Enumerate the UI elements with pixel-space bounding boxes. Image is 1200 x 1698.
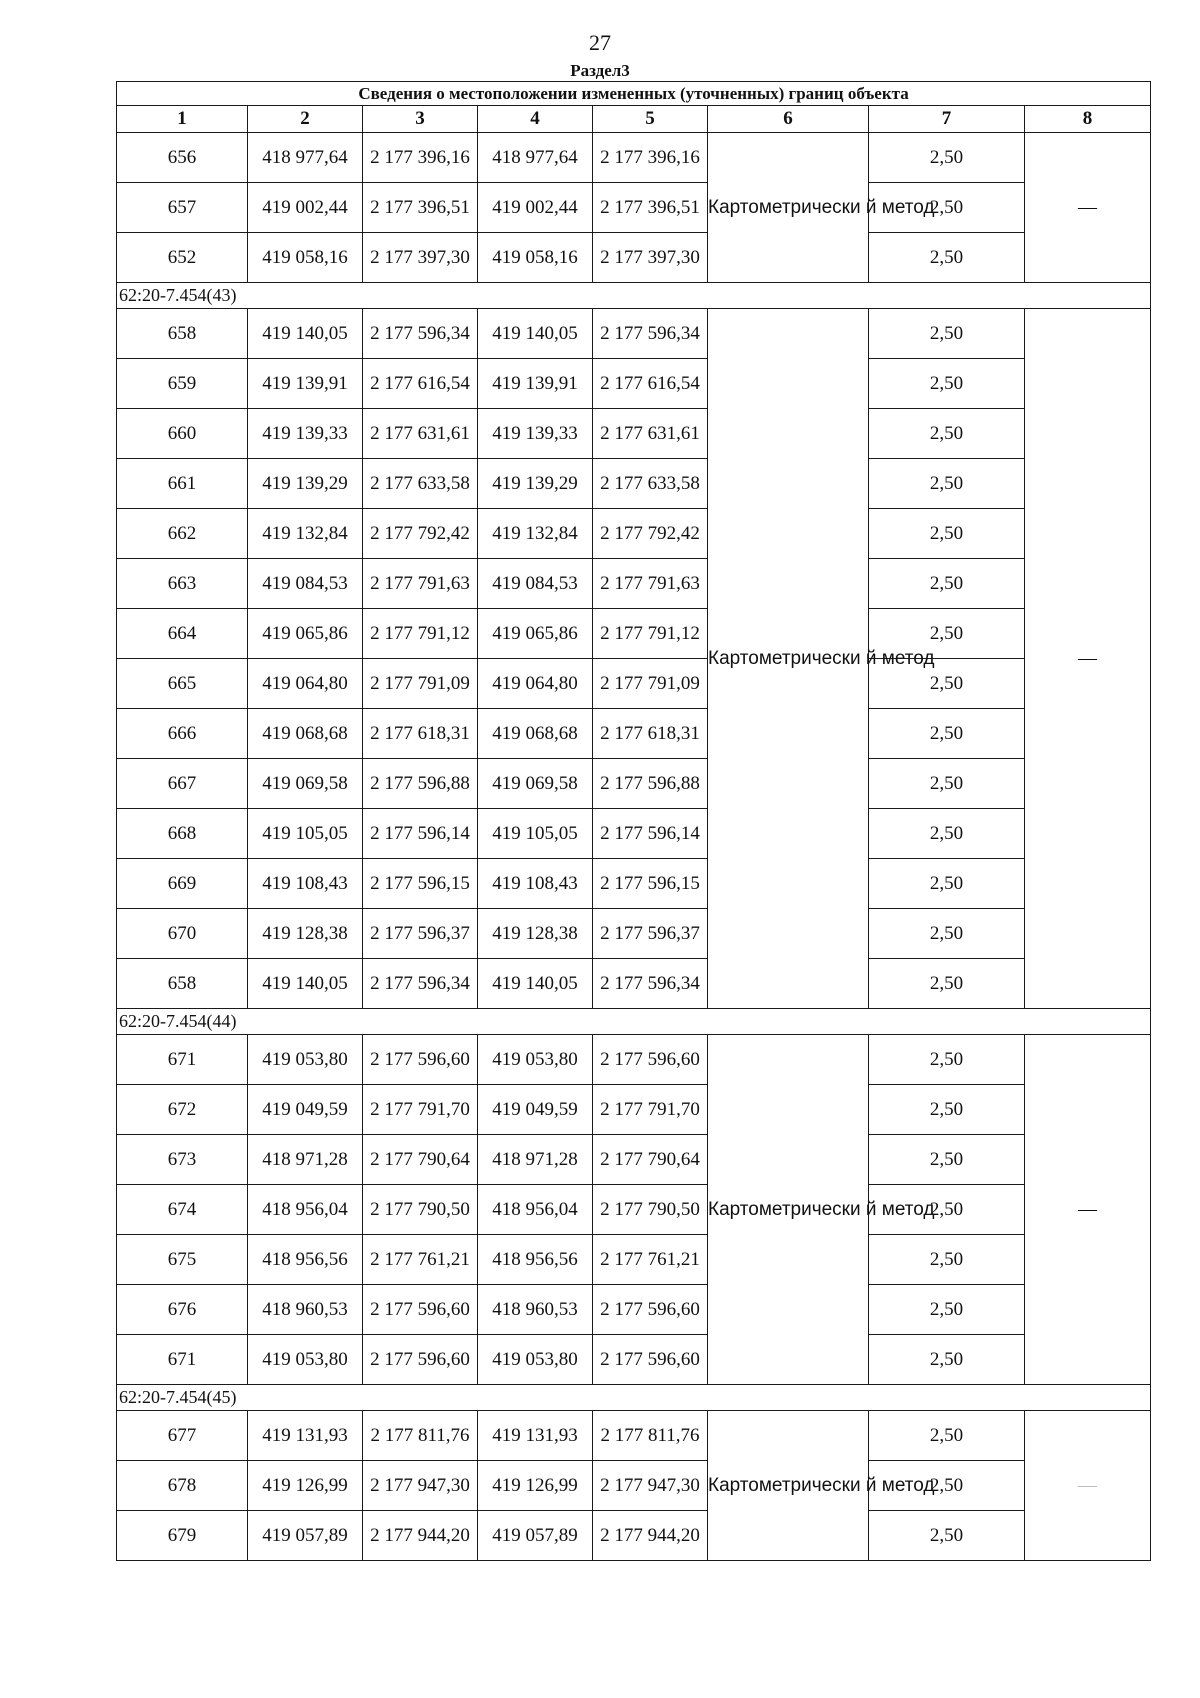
point-number-cell: 667 bbox=[117, 759, 248, 809]
accuracy-cell: 2,50 bbox=[869, 233, 1025, 283]
y-refined-cell: 2 177 596,60 bbox=[593, 1285, 708, 1335]
y-existing-cell: 2 177 397,30 bbox=[363, 233, 478, 283]
accuracy-cell: 2,50 bbox=[869, 1411, 1025, 1461]
note-cell: — bbox=[1025, 1411, 1151, 1561]
x-existing-cell: 418 956,04 bbox=[248, 1185, 363, 1235]
x-existing-cell: 419 139,29 bbox=[248, 459, 363, 509]
point-number-cell: 658 bbox=[117, 309, 248, 359]
table-row bbox=[117, 909, 1151, 959]
y-existing-cell: 2 177 791,63 bbox=[363, 559, 478, 609]
accuracy-cell: 2,50 bbox=[869, 409, 1025, 459]
y-existing-cell: 2 177 596,34 bbox=[363, 309, 478, 359]
table-row bbox=[117, 1461, 1151, 1511]
accuracy-cell: 2,50 bbox=[869, 659, 1025, 709]
x-refined-cell: 419 002,44 bbox=[478, 183, 593, 233]
x-existing-cell: 419 105,05 bbox=[248, 809, 363, 859]
x-existing-cell: 419 131,93 bbox=[248, 1411, 363, 1461]
y-refined-cell: 2 177 791,12 bbox=[593, 609, 708, 659]
table-row bbox=[117, 859, 1151, 909]
y-existing-cell: 2 177 596,60 bbox=[363, 1285, 478, 1335]
y-refined-cell: 2 177 790,50 bbox=[593, 1185, 708, 1235]
method-cell: Картометрически й метод bbox=[708, 1411, 869, 1561]
x-refined-cell: 419 139,29 bbox=[478, 459, 593, 509]
x-refined-cell: 418 977,64 bbox=[478, 133, 593, 183]
column-number: 1 bbox=[117, 106, 248, 133]
point-number-cell: 672 bbox=[117, 1085, 248, 1135]
note-cell: — bbox=[1025, 133, 1151, 283]
column-number: 3 bbox=[363, 106, 478, 133]
accuracy-cell: 2,50 bbox=[869, 1035, 1025, 1085]
x-refined-cell: 419 053,80 bbox=[478, 1335, 593, 1385]
x-existing-cell: 419 069,58 bbox=[248, 759, 363, 809]
accuracy-cell: 2,50 bbox=[869, 1335, 1025, 1385]
point-number-cell: 656 bbox=[117, 133, 248, 183]
accuracy-cell: 2,50 bbox=[869, 559, 1025, 609]
y-existing-cell: 2 177 596,14 bbox=[363, 809, 478, 859]
y-refined-cell: 2 177 947,30 bbox=[593, 1461, 708, 1511]
x-existing-cell: 419 053,80 bbox=[248, 1035, 363, 1085]
point-number-cell: 658 bbox=[117, 959, 248, 1009]
column-number: 8 bbox=[1025, 106, 1151, 133]
y-refined-cell: 2 177 596,37 bbox=[593, 909, 708, 959]
y-existing-cell: 2 177 596,60 bbox=[363, 1035, 478, 1085]
x-refined-cell: 419 057,89 bbox=[478, 1511, 593, 1561]
table-row bbox=[117, 809, 1151, 859]
y-refined-cell: 2 177 596,88 bbox=[593, 759, 708, 809]
y-refined-cell: 2 177 944,20 bbox=[593, 1511, 708, 1561]
accuracy-cell: 2,50 bbox=[869, 359, 1025, 409]
y-refined-cell: 2 177 596,34 bbox=[593, 959, 708, 1009]
x-existing-cell: 418 956,56 bbox=[248, 1235, 363, 1285]
table-row bbox=[117, 509, 1151, 559]
y-existing-cell: 2 177 633,58 bbox=[363, 459, 478, 509]
table-row bbox=[117, 1035, 1151, 1085]
y-refined-cell: 2 177 631,61 bbox=[593, 409, 708, 459]
method-cell: Картометрически й метод bbox=[708, 133, 869, 283]
column-number-row bbox=[117, 106, 1151, 133]
column-number: 7 bbox=[869, 106, 1025, 133]
x-existing-cell: 418 977,64 bbox=[248, 133, 363, 183]
x-existing-cell: 419 058,16 bbox=[248, 233, 363, 283]
section-title: Раздел3 bbox=[570, 61, 630, 80]
x-refined-cell: 419 064,80 bbox=[478, 659, 593, 709]
y-refined-cell: 2 177 791,09 bbox=[593, 659, 708, 709]
point-number-cell: 652 bbox=[117, 233, 248, 283]
point-number-cell: 668 bbox=[117, 809, 248, 859]
accuracy-cell: 2,50 bbox=[869, 1461, 1025, 1511]
table-row bbox=[117, 1511, 1151, 1561]
point-number-cell: 660 bbox=[117, 409, 248, 459]
y-refined-cell: 2 177 596,14 bbox=[593, 809, 708, 859]
y-existing-cell: 2 177 791,12 bbox=[363, 609, 478, 659]
y-existing-cell: 2 177 396,51 bbox=[363, 183, 478, 233]
point-number-cell: 664 bbox=[117, 609, 248, 659]
y-existing-cell: 2 177 596,15 bbox=[363, 859, 478, 909]
x-existing-cell: 419 065,86 bbox=[248, 609, 363, 659]
group-label: 62:20-7.454(43) bbox=[117, 283, 1151, 309]
table-row bbox=[117, 233, 1151, 283]
accuracy-cell: 2,50 bbox=[869, 309, 1025, 359]
x-existing-cell: 419 108,43 bbox=[248, 859, 363, 909]
column-number: 6 bbox=[708, 106, 869, 133]
method-cell: Картометрически й метод bbox=[708, 1035, 869, 1385]
column-number: 4 bbox=[478, 106, 593, 133]
x-existing-cell: 419 139,91 bbox=[248, 359, 363, 409]
table-row bbox=[117, 359, 1151, 409]
point-number-cell: 669 bbox=[117, 859, 248, 909]
x-existing-cell: 419 064,80 bbox=[248, 659, 363, 709]
y-refined-cell: 2 177 596,60 bbox=[593, 1035, 708, 1085]
x-existing-cell: 419 126,99 bbox=[248, 1461, 363, 1511]
accuracy-cell: 2,50 bbox=[869, 509, 1025, 559]
accuracy-cell: 2,50 bbox=[869, 133, 1025, 183]
table-row bbox=[117, 959, 1151, 1009]
table-row bbox=[117, 133, 1151, 183]
x-refined-cell: 419 069,58 bbox=[478, 759, 593, 809]
y-refined-cell: 2 177 596,15 bbox=[593, 859, 708, 909]
x-existing-cell: 419 132,84 bbox=[248, 509, 363, 559]
x-refined-cell: 419 084,53 bbox=[478, 559, 593, 609]
x-existing-cell: 419 128,38 bbox=[248, 909, 363, 959]
y-refined-cell: 2 177 811,76 bbox=[593, 1411, 708, 1461]
x-refined-cell: 419 126,99 bbox=[478, 1461, 593, 1511]
accuracy-cell: 2,50 bbox=[869, 909, 1025, 959]
x-existing-cell: 418 960,53 bbox=[248, 1285, 363, 1335]
group-label-row bbox=[117, 1009, 1151, 1035]
point-number-cell: 674 bbox=[117, 1185, 248, 1235]
accuracy-cell: 2,50 bbox=[869, 1135, 1025, 1185]
x-refined-cell: 419 139,33 bbox=[478, 409, 593, 459]
accuracy-cell: 2,50 bbox=[869, 183, 1025, 233]
accuracy-cell: 2,50 bbox=[869, 1511, 1025, 1561]
table-row bbox=[117, 1285, 1151, 1335]
column-number: 5 bbox=[593, 106, 708, 133]
table-row bbox=[117, 709, 1151, 759]
y-existing-cell: 2 177 616,54 bbox=[363, 359, 478, 409]
table-row bbox=[117, 1335, 1151, 1385]
point-number-cell: 675 bbox=[117, 1235, 248, 1285]
y-refined-cell: 2 177 761,21 bbox=[593, 1235, 708, 1285]
x-refined-cell: 419 105,05 bbox=[478, 809, 593, 859]
x-refined-cell: 419 049,59 bbox=[478, 1085, 593, 1135]
y-refined-cell: 2 177 790,64 bbox=[593, 1135, 708, 1185]
x-existing-cell: 419 068,68 bbox=[248, 709, 363, 759]
accuracy-cell: 2,50 bbox=[869, 859, 1025, 909]
point-number-cell: 657 bbox=[117, 183, 248, 233]
y-existing-cell: 2 177 811,76 bbox=[363, 1411, 478, 1461]
y-refined-cell: 2 177 396,16 bbox=[593, 133, 708, 183]
y-existing-cell: 2 177 396,16 bbox=[363, 133, 478, 183]
point-number-cell: 676 bbox=[117, 1285, 248, 1335]
accuracy-cell: 2,50 bbox=[869, 1085, 1025, 1135]
point-number-cell: 662 bbox=[117, 509, 248, 559]
x-existing-cell: 419 139,33 bbox=[248, 409, 363, 459]
x-refined-cell: 419 053,80 bbox=[478, 1035, 593, 1085]
x-existing-cell: 419 084,53 bbox=[248, 559, 363, 609]
group-label: 62:20-7.454(44) bbox=[117, 1009, 1151, 1035]
y-existing-cell: 2 177 791,70 bbox=[363, 1085, 478, 1135]
y-existing-cell: 2 177 596,37 bbox=[363, 909, 478, 959]
table-row bbox=[117, 1185, 1151, 1235]
table-row bbox=[117, 1135, 1151, 1185]
y-existing-cell: 2 177 596,34 bbox=[363, 959, 478, 1009]
x-existing-cell: 419 002,44 bbox=[248, 183, 363, 233]
accuracy-cell: 2,50 bbox=[869, 809, 1025, 859]
group-label: 62:20-7.454(45) bbox=[117, 1385, 1151, 1411]
point-number-cell: 666 bbox=[117, 709, 248, 759]
table-row bbox=[117, 309, 1151, 359]
y-refined-cell: 2 177 397,30 bbox=[593, 233, 708, 283]
x-existing-cell: 419 057,89 bbox=[248, 1511, 363, 1561]
accuracy-cell: 2,50 bbox=[869, 609, 1025, 659]
coordinates-table bbox=[116, 81, 1151, 1561]
x-existing-cell: 418 971,28 bbox=[248, 1135, 363, 1185]
accuracy-cell: 2,50 bbox=[869, 959, 1025, 1009]
table-row bbox=[117, 409, 1151, 459]
x-refined-cell: 419 058,16 bbox=[478, 233, 593, 283]
y-refined-cell: 2 177 596,34 bbox=[593, 309, 708, 359]
y-existing-cell: 2 177 596,60 bbox=[363, 1335, 478, 1385]
x-refined-cell: 419 140,05 bbox=[478, 309, 593, 359]
x-existing-cell: 419 140,05 bbox=[248, 959, 363, 1009]
point-number-cell: 663 bbox=[117, 559, 248, 609]
table-row bbox=[117, 1085, 1151, 1135]
x-refined-cell: 418 956,56 bbox=[478, 1235, 593, 1285]
x-existing-cell: 419 053,80 bbox=[248, 1335, 363, 1385]
accuracy-cell: 2,50 bbox=[869, 1285, 1025, 1335]
table-row bbox=[117, 1235, 1151, 1285]
x-refined-cell: 419 131,93 bbox=[478, 1411, 593, 1461]
y-refined-cell: 2 177 791,63 bbox=[593, 559, 708, 609]
y-refined-cell: 2 177 633,58 bbox=[593, 459, 708, 509]
table-row bbox=[117, 659, 1151, 709]
x-refined-cell: 418 971,28 bbox=[478, 1135, 593, 1185]
accuracy-cell: 2,50 bbox=[869, 1235, 1025, 1285]
column-number: 2 bbox=[248, 106, 363, 133]
y-existing-cell: 2 177 792,42 bbox=[363, 509, 478, 559]
table-row bbox=[117, 459, 1151, 509]
y-refined-cell: 2 177 618,31 bbox=[593, 709, 708, 759]
point-number-cell: 661 bbox=[117, 459, 248, 509]
x-refined-cell: 419 139,91 bbox=[478, 359, 593, 409]
table-body bbox=[117, 133, 1151, 1561]
method-cell: Картометрически й метод bbox=[708, 309, 869, 1009]
x-refined-cell: 419 128,38 bbox=[478, 909, 593, 959]
table-caption: Сведения о местоположении измененных (уточненных) границ объекта bbox=[117, 82, 1151, 106]
y-refined-cell: 2 177 596,60 bbox=[593, 1335, 708, 1385]
y-existing-cell: 2 177 790,64 bbox=[363, 1135, 478, 1185]
y-existing-cell: 2 177 761,21 bbox=[363, 1235, 478, 1285]
accuracy-cell: 2,50 bbox=[869, 759, 1025, 809]
point-number-cell: 671 bbox=[117, 1035, 248, 1085]
y-refined-cell: 2 177 616,54 bbox=[593, 359, 708, 409]
note-cell: — bbox=[1025, 1035, 1151, 1385]
x-existing-cell: 419 049,59 bbox=[248, 1085, 363, 1135]
y-refined-cell: 2 177 791,70 bbox=[593, 1085, 708, 1135]
y-refined-cell: 2 177 396,51 bbox=[593, 183, 708, 233]
point-number-cell: 671 bbox=[117, 1335, 248, 1385]
y-existing-cell: 2 177 618,31 bbox=[363, 709, 478, 759]
accuracy-cell: 2,50 bbox=[869, 1185, 1025, 1235]
table-row bbox=[117, 759, 1151, 809]
x-existing-cell: 419 140,05 bbox=[248, 309, 363, 359]
table-row bbox=[117, 559, 1151, 609]
page-number: 27 bbox=[589, 30, 611, 55]
x-refined-cell: 419 068,68 bbox=[478, 709, 593, 759]
table-row bbox=[117, 183, 1151, 233]
group-label-row bbox=[117, 283, 1151, 309]
table-row bbox=[117, 1411, 1151, 1461]
y-existing-cell: 2 177 596,88 bbox=[363, 759, 478, 809]
point-number-cell: 677 bbox=[117, 1411, 248, 1461]
y-existing-cell: 2 177 944,20 bbox=[363, 1511, 478, 1561]
y-existing-cell: 2 177 791,09 bbox=[363, 659, 478, 709]
y-existing-cell: 2 177 790,50 bbox=[363, 1185, 478, 1235]
accuracy-cell: 2,50 bbox=[869, 459, 1025, 509]
point-number-cell: 659 bbox=[117, 359, 248, 409]
point-number-cell: 665 bbox=[117, 659, 248, 709]
x-refined-cell: 418 956,04 bbox=[478, 1185, 593, 1235]
point-number-cell: 670 bbox=[117, 909, 248, 959]
y-refined-cell: 2 177 792,42 bbox=[593, 509, 708, 559]
x-refined-cell: 419 108,43 bbox=[478, 859, 593, 909]
y-existing-cell: 2 177 947,30 bbox=[363, 1461, 478, 1511]
point-number-cell: 678 bbox=[117, 1461, 248, 1511]
note-cell: — bbox=[1025, 309, 1151, 1009]
y-existing-cell: 2 177 631,61 bbox=[363, 409, 478, 459]
x-refined-cell: 418 960,53 bbox=[478, 1285, 593, 1335]
x-refined-cell: 419 132,84 bbox=[478, 509, 593, 559]
point-number-cell: 679 bbox=[117, 1511, 248, 1561]
x-refined-cell: 419 065,86 bbox=[478, 609, 593, 659]
x-refined-cell: 419 140,05 bbox=[478, 959, 593, 1009]
group-label-row bbox=[117, 1385, 1151, 1411]
accuracy-cell: 2,50 bbox=[869, 709, 1025, 759]
point-number-cell: 673 bbox=[117, 1135, 248, 1185]
table-row bbox=[117, 609, 1151, 659]
